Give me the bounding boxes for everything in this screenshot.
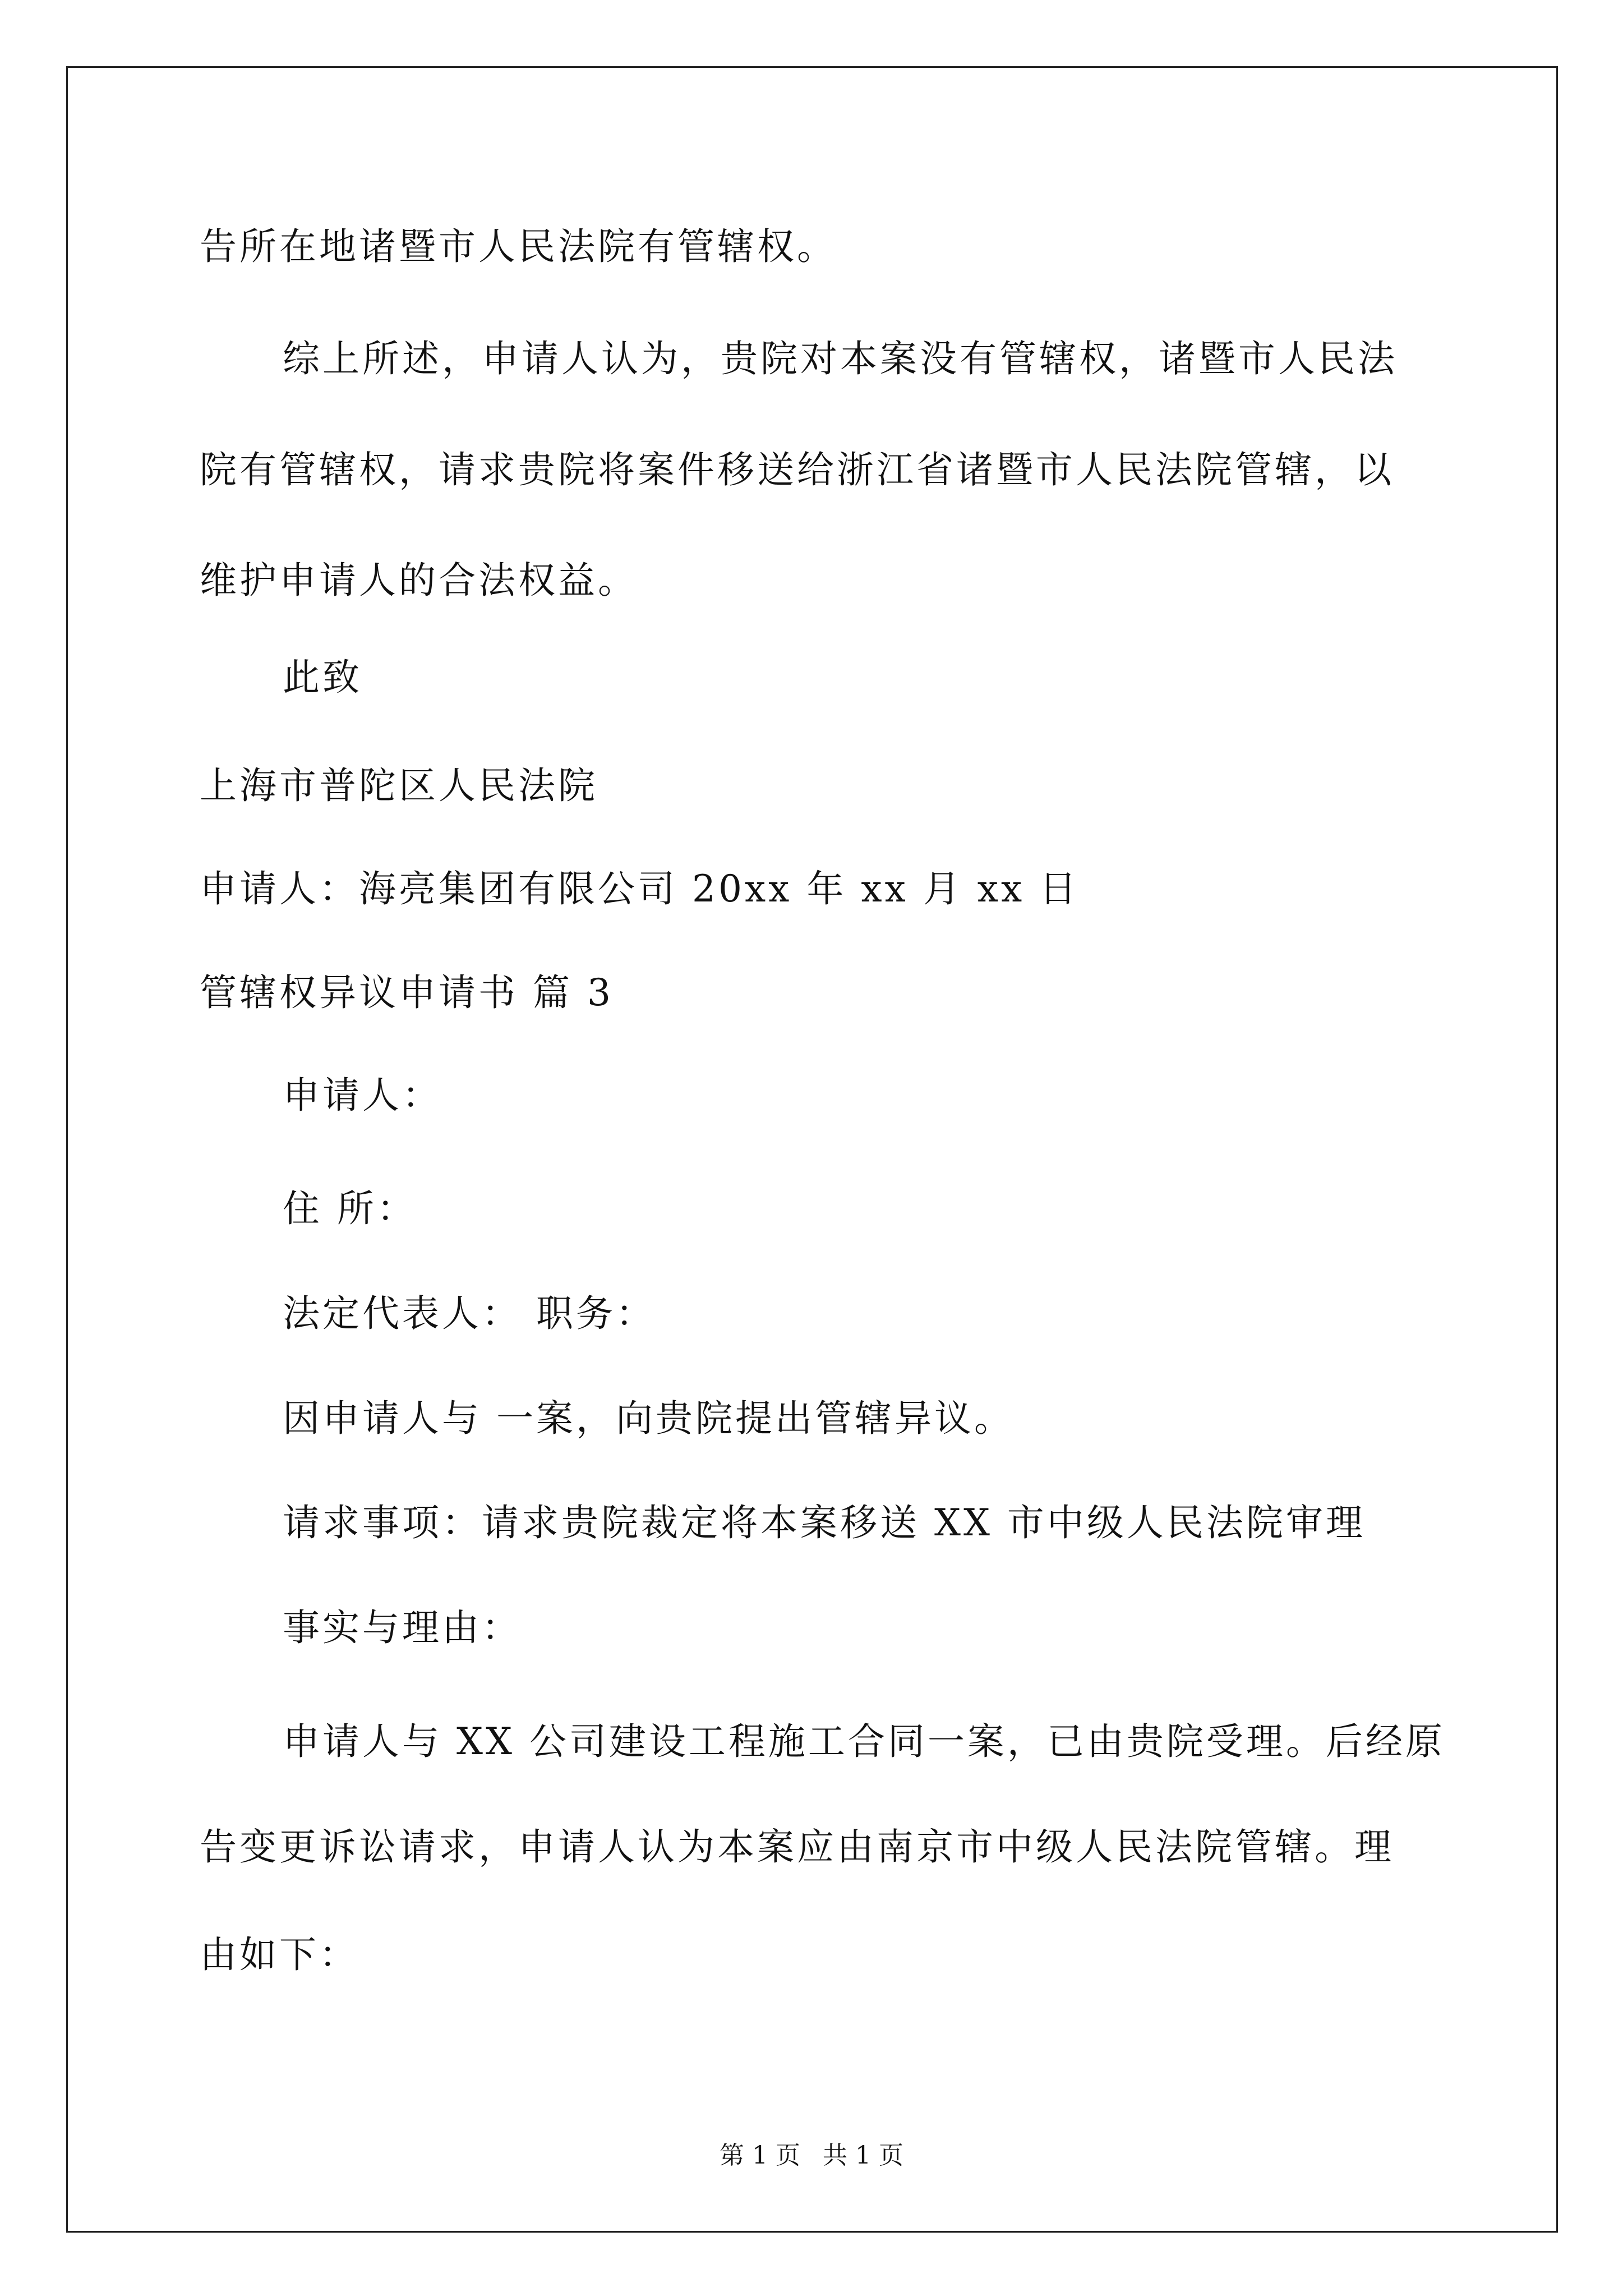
page-total: 共 1 页 [823, 2141, 903, 2170]
body-line: 由如下： [200, 1933, 359, 1976]
request-line: 请求事项：请求贵院裁定将本案移送 XX 市中级人民法院审理 [283, 1501, 1366, 1544]
body-line: 告所在地诸暨市人民法院有管辖权。 [200, 225, 837, 268]
body-line: 综上所述，申请人认为，贵院对本案没有管辖权，诸暨市人民法 [283, 337, 1398, 380]
addressee: 上海市普陀区人民法院 [200, 764, 598, 807]
page-number: 第 1 页 [720, 2141, 800, 2170]
section-heading: 管辖权异议申请书 篇 3 [200, 971, 614, 1014]
page-border [66, 66, 1558, 2233]
body-line: 申请人与 XX 公司建设工程施工合同一案，已由贵院受理。后经原 [283, 1720, 1445, 1763]
facts-heading: 事实与理由： [283, 1606, 522, 1649]
address-field: 住 所： [283, 1187, 417, 1230]
body-line: 维护申请人的合法权益。 [200, 559, 638, 602]
body-line: 因申请人与 一案，向贵院提出管辖异议。 [283, 1397, 1014, 1440]
body-line: 院有管辖权，请求贵院将案件移送给浙江省诸暨市人民法院管辖，以 [200, 448, 1394, 491]
closing-salutation: 此致 [283, 656, 362, 699]
page-footer [0, 2140, 1623, 2171]
body-line: 告变更诉讼请求，申请人认为本案应由南京市中级人民法院管辖。理 [200, 1825, 1394, 1869]
signature-line: 申请人：海亮集团有限公司 20xx 年 xx 月 xx 日 [200, 867, 1080, 910]
applicant-field: 申请人： [283, 1074, 442, 1117]
legal-rep-field: 法定代表人： 职务： [283, 1292, 656, 1335]
